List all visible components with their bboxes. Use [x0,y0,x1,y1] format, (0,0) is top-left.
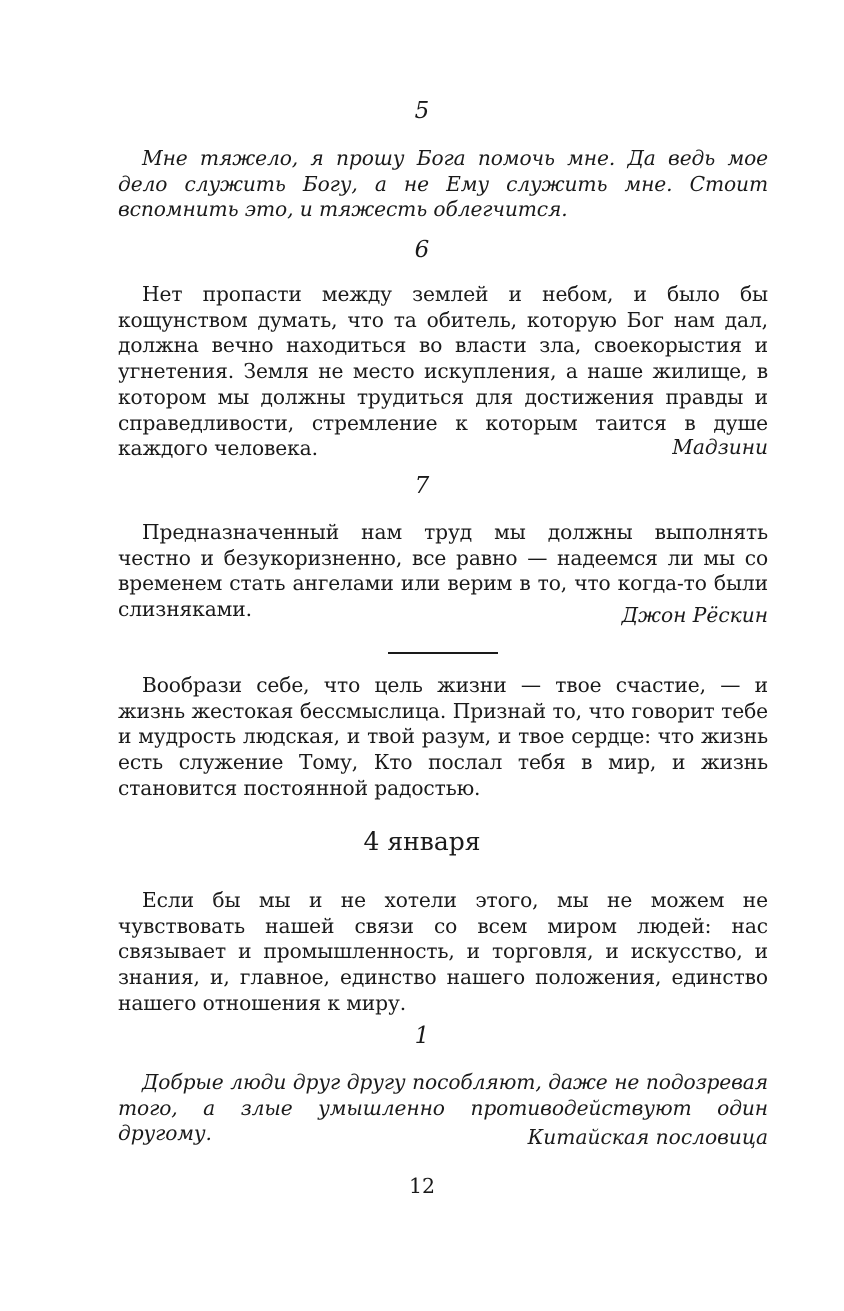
page-number: 12 [408,1174,436,1198]
section-author: Джон Рёскин [621,603,768,627]
day-heading: 4 января [363,827,481,856]
day-intro-paragraph: Если бы мы и не хотели этого, мы не можем не чувствовать нашей связи со всем миром людей: нас связывает и промышленность, и торговля, и искусство, и знания, и, главное, единство нашего положения, единство нашего отношения к миру. [118,888,768,1015]
section-number: 6 [414,237,430,263]
section-author: Китайская пословица [527,1125,768,1149]
section-text: Предназначенный нам труд мы должны выполнять честно и безукоризненно, все равно — надеемся ли мы со временем стать ангелами или верим в то, что когда-то были слизняками. [118,520,768,622]
closing-paragraph: Вообрази себе, что цель жизни — твое счастие, — и жизнь жестокая бессмыслица. Признай то, что говорит тебе и мудрость людская, и твой разум, и твое сердце: что жизнь есть служение Тому, Кто послал тебя в мир, и жизнь становится постоянной радостью. [118,673,768,800]
section-text: Нет пропасти между землей и небом, и было бы кощунством думать, что та обитель, которую Бог нам дал, должна вечно находиться во власти зла, своекорыстия и угнетения. Земля не место искупления, а наше жилище, в котором мы должны трудиться для достижения правды и справедливости, стремление к которым таится в душе каждого человека. [118,282,768,461]
section-number: 5 [414,98,430,124]
section-number: 7 [414,473,430,499]
section-text: Мне тяжело, я прошу Бога помочь мне. Да ведь мое дело служить Богу, а не Ему служить мне. Стоит вспомнить это, и тяжесть облегчится. [118,146,768,222]
section-text: Добрые люди друг другу пособляют, даже не подозревая того, а злые умышленно противодействуют один другому. [118,1070,768,1146]
section-divider [388,652,498,654]
section-number: 1 [414,1023,430,1049]
section-author: Мадзини [672,435,768,459]
